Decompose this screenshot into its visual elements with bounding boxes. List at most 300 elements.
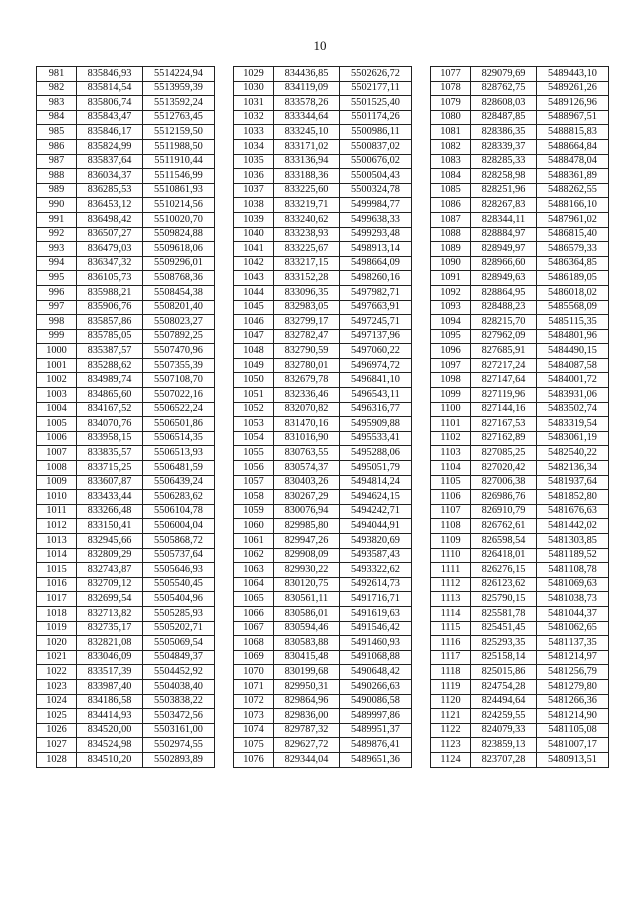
point-number-cell: 1097 xyxy=(431,358,471,373)
point-number-cell: 1017 xyxy=(37,592,77,607)
x-coordinate-cell: 828966,60 xyxy=(471,256,537,271)
y-coordinate-cell: 5485568,09 xyxy=(537,300,609,315)
table-row xyxy=(37,665,215,680)
table-row xyxy=(37,169,215,184)
y-coordinate-cell: 5500837,02 xyxy=(340,139,412,154)
table-row xyxy=(37,563,215,578)
point-number-cell: 1006 xyxy=(37,431,77,446)
point-number-cell: 1028 xyxy=(37,752,77,767)
point-number-cell: 984 xyxy=(37,110,77,125)
table-row xyxy=(234,490,412,505)
x-coordinate-cell: 827119,96 xyxy=(471,388,537,403)
y-coordinate-cell: 5498664,09 xyxy=(340,256,412,271)
table-row xyxy=(431,417,609,432)
x-coordinate-cell: 834414,93 xyxy=(77,709,143,724)
y-coordinate-cell: 5490648,42 xyxy=(340,665,412,680)
point-number-cell: 1084 xyxy=(431,169,471,184)
point-number-cell: 1070 xyxy=(234,665,274,680)
table-row xyxy=(234,285,412,300)
x-coordinate-cell: 830594,46 xyxy=(274,621,340,636)
table-row xyxy=(37,110,215,125)
x-coordinate-cell: 832336,46 xyxy=(274,388,340,403)
point-number-cell: 1100 xyxy=(431,402,471,417)
table-row xyxy=(234,110,412,125)
x-coordinate-cell: 833150,41 xyxy=(77,519,143,534)
point-number-cell: 1002 xyxy=(37,373,77,388)
x-coordinate-cell: 830583,88 xyxy=(274,636,340,651)
point-number-cell: 1114 xyxy=(431,606,471,621)
x-coordinate-cell: 832679,78 xyxy=(274,373,340,388)
y-coordinate-cell: 5481214,90 xyxy=(537,709,609,724)
point-number-cell: 1081 xyxy=(431,125,471,140)
x-coordinate-cell: 836507,27 xyxy=(77,227,143,242)
x-coordinate-cell: 835387,57 xyxy=(77,344,143,359)
y-coordinate-cell: 5506513,93 xyxy=(143,446,215,461)
x-coordinate-cell: 835988,21 xyxy=(77,285,143,300)
table-row xyxy=(234,329,412,344)
x-coordinate-cell: 828488,23 xyxy=(471,300,537,315)
coordinates-table-1 xyxy=(36,66,215,768)
point-number-cell: 1098 xyxy=(431,373,471,388)
y-coordinate-cell: 5510020,70 xyxy=(143,212,215,227)
x-coordinate-cell: 834436,85 xyxy=(274,67,340,82)
table-row xyxy=(37,285,215,300)
x-coordinate-cell: 836498,42 xyxy=(77,212,143,227)
table-row xyxy=(431,548,609,563)
x-coordinate-cell: 832735,17 xyxy=(77,621,143,636)
table-row xyxy=(234,650,412,665)
y-coordinate-cell: 5513959,39 xyxy=(143,81,215,96)
table-row xyxy=(37,96,215,111)
y-coordinate-cell: 5496543,11 xyxy=(340,388,412,403)
y-coordinate-cell: 5488478,04 xyxy=(537,154,609,169)
table-row xyxy=(431,534,609,549)
point-number-cell: 1027 xyxy=(37,738,77,753)
point-number-cell: 1041 xyxy=(234,242,274,257)
point-number-cell: 983 xyxy=(37,96,77,111)
point-number-cell: 1057 xyxy=(234,475,274,490)
table-row xyxy=(37,650,215,665)
table-row xyxy=(431,679,609,694)
y-coordinate-cell: 5509618,06 xyxy=(143,242,215,257)
point-number-cell: 1123 xyxy=(431,738,471,753)
y-coordinate-cell: 5503472,56 xyxy=(143,709,215,724)
y-coordinate-cell: 5512159,50 xyxy=(143,125,215,140)
point-number-cell: 982 xyxy=(37,81,77,96)
x-coordinate-cell: 832743,87 xyxy=(77,563,143,578)
y-coordinate-cell: 5490266,63 xyxy=(340,679,412,694)
y-coordinate-cell: 5480913,51 xyxy=(537,752,609,767)
point-number-cell: 1107 xyxy=(431,504,471,519)
x-coordinate-cell: 826123,62 xyxy=(471,577,537,592)
x-coordinate-cell: 829864,96 xyxy=(274,694,340,709)
point-number-cell: 1031 xyxy=(234,96,274,111)
table-row xyxy=(431,183,609,198)
x-coordinate-cell: 830120,75 xyxy=(274,577,340,592)
y-coordinate-cell: 5481266,36 xyxy=(537,694,609,709)
y-coordinate-cell: 5497060,22 xyxy=(340,344,412,359)
table-row xyxy=(431,592,609,607)
x-coordinate-cell: 828215,70 xyxy=(471,315,537,330)
table-row xyxy=(431,650,609,665)
point-number-cell: 1015 xyxy=(37,563,77,578)
point-number-cell: 1020 xyxy=(37,636,77,651)
point-number-cell: 1023 xyxy=(37,679,77,694)
table-row xyxy=(234,679,412,694)
y-coordinate-cell: 5488664,84 xyxy=(537,139,609,154)
x-coordinate-cell: 828762,75 xyxy=(471,81,537,96)
table-row xyxy=(37,67,215,82)
table-row xyxy=(37,242,215,257)
table-row xyxy=(431,709,609,724)
y-coordinate-cell: 5508023,27 xyxy=(143,315,215,330)
x-coordinate-cell: 836034,37 xyxy=(77,169,143,184)
table-row xyxy=(234,212,412,227)
y-coordinate-cell: 5500986,11 xyxy=(340,125,412,140)
x-coordinate-cell: 829627,72 xyxy=(274,738,340,753)
point-number-cell: 1033 xyxy=(234,125,274,140)
point-number-cell: 1042 xyxy=(234,256,274,271)
point-number-cell: 1072 xyxy=(234,694,274,709)
point-number-cell: 987 xyxy=(37,154,77,169)
x-coordinate-cell: 833152,28 xyxy=(274,271,340,286)
y-coordinate-cell: 5481137,35 xyxy=(537,636,609,651)
table-row xyxy=(234,358,412,373)
table-row xyxy=(37,154,215,169)
x-coordinate-cell: 828339,37 xyxy=(471,139,537,154)
x-coordinate-cell: 833517,39 xyxy=(77,665,143,680)
point-number-cell: 1058 xyxy=(234,490,274,505)
y-coordinate-cell: 5490086,58 xyxy=(340,694,412,709)
x-coordinate-cell: 830561,11 xyxy=(274,592,340,607)
y-coordinate-cell: 5500676,02 xyxy=(340,154,412,169)
table-row xyxy=(37,344,215,359)
table-row xyxy=(234,694,412,709)
y-coordinate-cell: 5508201,40 xyxy=(143,300,215,315)
x-coordinate-cell: 836479,03 xyxy=(77,242,143,257)
y-coordinate-cell: 5481069,63 xyxy=(537,577,609,592)
point-number-cell: 1011 xyxy=(37,504,77,519)
y-coordinate-cell: 5495051,79 xyxy=(340,461,412,476)
point-number-cell: 1062 xyxy=(234,548,274,563)
y-coordinate-cell: 5513592,24 xyxy=(143,96,215,111)
point-number-cell: 1051 xyxy=(234,388,274,403)
y-coordinate-cell: 5482136,34 xyxy=(537,461,609,476)
y-coordinate-cell: 5481044,37 xyxy=(537,606,609,621)
y-coordinate-cell: 5493322,62 xyxy=(340,563,412,578)
y-coordinate-cell: 5489951,37 xyxy=(340,723,412,738)
x-coordinate-cell: 833344,64 xyxy=(274,110,340,125)
x-coordinate-cell: 828386,35 xyxy=(471,125,537,140)
y-coordinate-cell: 5493820,69 xyxy=(340,534,412,549)
y-coordinate-cell: 5494814,24 xyxy=(340,475,412,490)
coordinates-table-3 xyxy=(430,66,609,768)
point-number-cell: 1075 xyxy=(234,738,274,753)
y-coordinate-cell: 5489261,26 xyxy=(537,81,609,96)
table-row xyxy=(431,81,609,96)
x-coordinate-cell: 827085,25 xyxy=(471,446,537,461)
table-row xyxy=(431,431,609,446)
point-number-cell: 996 xyxy=(37,285,77,300)
y-coordinate-cell: 5503838,22 xyxy=(143,694,215,709)
x-coordinate-cell: 835846,93 xyxy=(77,67,143,82)
y-coordinate-cell: 5481303,85 xyxy=(537,534,609,549)
point-number-cell: 1110 xyxy=(431,548,471,563)
x-coordinate-cell: 830574,37 xyxy=(274,461,340,476)
x-coordinate-cell: 833240,62 xyxy=(274,212,340,227)
y-coordinate-cell: 5491460,93 xyxy=(340,636,412,651)
table-row xyxy=(431,402,609,417)
table-row xyxy=(431,315,609,330)
x-coordinate-cell: 828487,85 xyxy=(471,110,537,125)
point-number-cell: 1044 xyxy=(234,285,274,300)
point-number-cell: 981 xyxy=(37,67,77,82)
point-number-cell: 1113 xyxy=(431,592,471,607)
point-number-cell: 1096 xyxy=(431,344,471,359)
point-number-cell: 1032 xyxy=(234,110,274,125)
y-coordinate-cell: 5505069,54 xyxy=(143,636,215,651)
table-row xyxy=(431,271,609,286)
point-number-cell: 1089 xyxy=(431,242,471,257)
point-number-cell: 1118 xyxy=(431,665,471,680)
x-coordinate-cell: 825015,86 xyxy=(471,665,537,680)
y-coordinate-cell: 5481279,80 xyxy=(537,679,609,694)
table-row xyxy=(431,606,609,621)
table-row xyxy=(37,183,215,198)
table-row xyxy=(431,242,609,257)
y-coordinate-cell: 5507108,70 xyxy=(143,373,215,388)
y-coordinate-cell: 5481442,02 xyxy=(537,519,609,534)
table-row xyxy=(431,577,609,592)
point-number-cell: 1019 xyxy=(37,621,77,636)
table-row xyxy=(431,227,609,242)
y-coordinate-cell: 5496316,77 xyxy=(340,402,412,417)
table-row xyxy=(431,519,609,534)
x-coordinate-cell: 835824,99 xyxy=(77,139,143,154)
y-coordinate-cell: 5481214,97 xyxy=(537,650,609,665)
y-coordinate-cell: 5486364,85 xyxy=(537,256,609,271)
point-number-cell: 1066 xyxy=(234,606,274,621)
point-number-cell: 1064 xyxy=(234,577,274,592)
y-coordinate-cell: 5489997,86 xyxy=(340,709,412,724)
x-coordinate-cell: 823859,13 xyxy=(471,738,537,753)
table-row xyxy=(37,81,215,96)
point-number-cell: 1078 xyxy=(431,81,471,96)
x-coordinate-cell: 826910,79 xyxy=(471,504,537,519)
y-coordinate-cell: 5505540,45 xyxy=(143,577,215,592)
x-coordinate-cell: 833266,48 xyxy=(77,504,143,519)
table-row xyxy=(431,694,609,709)
y-coordinate-cell: 5488262,55 xyxy=(537,183,609,198)
table-row xyxy=(431,110,609,125)
table-row xyxy=(37,475,215,490)
x-coordinate-cell: 825790,15 xyxy=(471,592,537,607)
x-coordinate-cell: 829836,00 xyxy=(274,709,340,724)
y-coordinate-cell: 5484087,58 xyxy=(537,358,609,373)
table-row xyxy=(234,67,412,82)
point-number-cell: 1059 xyxy=(234,504,274,519)
x-coordinate-cell: 834119,09 xyxy=(274,81,340,96)
table-row xyxy=(234,563,412,578)
point-number-cell: 1112 xyxy=(431,577,471,592)
x-coordinate-cell: 833046,09 xyxy=(77,650,143,665)
point-number-cell: 1048 xyxy=(234,344,274,359)
x-coordinate-cell: 835846,17 xyxy=(77,125,143,140)
x-coordinate-cell: 835814,54 xyxy=(77,81,143,96)
table-row xyxy=(37,461,215,476)
point-number-cell: 1061 xyxy=(234,534,274,549)
y-coordinate-cell: 5481852,80 xyxy=(537,490,609,505)
table-row xyxy=(234,577,412,592)
point-number-cell: 1121 xyxy=(431,709,471,724)
x-coordinate-cell: 833578,26 xyxy=(274,96,340,111)
x-coordinate-cell: 828949,97 xyxy=(471,242,537,257)
point-number-cell: 1012 xyxy=(37,519,77,534)
point-number-cell: 1055 xyxy=(234,446,274,461)
y-coordinate-cell: 5492614,73 xyxy=(340,577,412,592)
y-coordinate-cell: 5484490,15 xyxy=(537,344,609,359)
x-coordinate-cell: 836105,73 xyxy=(77,271,143,286)
x-coordinate-cell: 829908,09 xyxy=(274,548,340,563)
table-row xyxy=(431,636,609,651)
y-coordinate-cell: 5506514,35 xyxy=(143,431,215,446)
point-number-cell: 990 xyxy=(37,198,77,213)
point-number-cell: 1024 xyxy=(37,694,77,709)
table-row xyxy=(37,256,215,271)
table-row xyxy=(37,694,215,709)
x-coordinate-cell: 828949,63 xyxy=(471,271,537,286)
y-coordinate-cell: 5514224,94 xyxy=(143,67,215,82)
point-number-cell: 1071 xyxy=(234,679,274,694)
y-coordinate-cell: 5506501,86 xyxy=(143,417,215,432)
point-number-cell: 1119 xyxy=(431,679,471,694)
x-coordinate-cell: 825581,78 xyxy=(471,606,537,621)
table-row xyxy=(234,256,412,271)
table-row xyxy=(234,504,412,519)
table-row xyxy=(234,636,412,651)
table-row xyxy=(234,227,412,242)
x-coordinate-cell: 828864,95 xyxy=(471,285,537,300)
point-number-cell: 1076 xyxy=(234,752,274,767)
y-coordinate-cell: 5505868,72 xyxy=(143,534,215,549)
y-coordinate-cell: 5481038,73 xyxy=(537,592,609,607)
x-coordinate-cell: 824494,64 xyxy=(471,694,537,709)
x-coordinate-cell: 833096,35 xyxy=(274,285,340,300)
point-number-cell: 1013 xyxy=(37,534,77,549)
y-coordinate-cell: 5489876,41 xyxy=(340,738,412,753)
x-coordinate-cell: 835837,64 xyxy=(77,154,143,169)
x-coordinate-cell: 826276,15 xyxy=(471,563,537,578)
x-coordinate-cell: 831470,16 xyxy=(274,417,340,432)
y-coordinate-cell: 5481108,78 xyxy=(537,563,609,578)
point-number-cell: 1103 xyxy=(431,446,471,461)
point-number-cell: 1077 xyxy=(431,67,471,82)
point-number-cell: 1022 xyxy=(37,665,77,680)
point-number-cell: 991 xyxy=(37,212,77,227)
x-coordinate-cell: 833245,10 xyxy=(274,125,340,140)
x-coordinate-cell: 829947,26 xyxy=(274,534,340,549)
y-coordinate-cell: 5505202,71 xyxy=(143,621,215,636)
x-coordinate-cell: 834524,98 xyxy=(77,738,143,753)
table-row xyxy=(37,709,215,724)
x-coordinate-cell: 835857,86 xyxy=(77,315,143,330)
y-coordinate-cell: 5507470,96 xyxy=(143,344,215,359)
point-number-cell: 1124 xyxy=(431,752,471,767)
x-coordinate-cell: 833835,57 xyxy=(77,446,143,461)
table-row xyxy=(37,723,215,738)
x-coordinate-cell: 824079,33 xyxy=(471,723,537,738)
x-coordinate-cell: 830415,48 xyxy=(274,650,340,665)
y-coordinate-cell: 5506104,78 xyxy=(143,504,215,519)
y-coordinate-cell: 5495288,06 xyxy=(340,446,412,461)
point-number-cell: 1083 xyxy=(431,154,471,169)
x-coordinate-cell: 833433,44 xyxy=(77,490,143,505)
y-coordinate-cell: 5512763,45 xyxy=(143,110,215,125)
y-coordinate-cell: 5494044,91 xyxy=(340,519,412,534)
table-row xyxy=(234,139,412,154)
x-coordinate-cell: 833188,36 xyxy=(274,169,340,184)
x-coordinate-cell: 833958,15 xyxy=(77,431,143,446)
y-coordinate-cell: 5506481,59 xyxy=(143,461,215,476)
table-row xyxy=(234,315,412,330)
point-number-cell: 1079 xyxy=(431,96,471,111)
x-coordinate-cell: 826418,01 xyxy=(471,548,537,563)
y-coordinate-cell: 5499984,77 xyxy=(340,198,412,213)
point-number-cell: 1115 xyxy=(431,621,471,636)
x-coordinate-cell: 835843,47 xyxy=(77,110,143,125)
y-coordinate-cell: 5505404,96 xyxy=(143,592,215,607)
y-coordinate-cell: 5493587,43 xyxy=(340,548,412,563)
y-coordinate-cell: 5494624,15 xyxy=(340,490,412,505)
point-number-cell: 992 xyxy=(37,227,77,242)
table-row xyxy=(37,577,215,592)
table-row xyxy=(234,154,412,169)
table-row xyxy=(431,285,609,300)
x-coordinate-cell: 827962,09 xyxy=(471,329,537,344)
point-number-cell: 1043 xyxy=(234,271,274,286)
point-number-cell: 1034 xyxy=(234,139,274,154)
x-coordinate-cell: 832821,08 xyxy=(77,636,143,651)
y-coordinate-cell: 5506522,24 xyxy=(143,402,215,417)
table-row xyxy=(431,723,609,738)
x-coordinate-cell: 823707,28 xyxy=(471,752,537,767)
y-coordinate-cell: 5510861,93 xyxy=(143,183,215,198)
x-coordinate-cell: 836285,53 xyxy=(77,183,143,198)
point-number-cell: 985 xyxy=(37,125,77,140)
y-coordinate-cell: 5491546,42 xyxy=(340,621,412,636)
y-coordinate-cell: 5502974,55 xyxy=(143,738,215,753)
table-row xyxy=(431,504,609,519)
point-number-cell: 1021 xyxy=(37,650,77,665)
y-coordinate-cell: 5488967,51 xyxy=(537,110,609,125)
table-row xyxy=(234,125,412,140)
y-coordinate-cell: 5481937,64 xyxy=(537,475,609,490)
point-number-cell: 1080 xyxy=(431,110,471,125)
x-coordinate-cell: 834865,60 xyxy=(77,388,143,403)
y-coordinate-cell: 5499638,33 xyxy=(340,212,412,227)
y-coordinate-cell: 5498913,14 xyxy=(340,242,412,257)
point-number-cell: 1063 xyxy=(234,563,274,578)
table-row xyxy=(431,621,609,636)
table-row xyxy=(37,315,215,330)
x-coordinate-cell: 832699,54 xyxy=(77,592,143,607)
y-coordinate-cell: 5505285,93 xyxy=(143,606,215,621)
x-coordinate-cell: 825293,35 xyxy=(471,636,537,651)
table-row xyxy=(431,139,609,154)
y-coordinate-cell: 5491619,63 xyxy=(340,606,412,621)
x-coordinate-cell: 835785,05 xyxy=(77,329,143,344)
x-coordinate-cell: 826986,76 xyxy=(471,490,537,505)
